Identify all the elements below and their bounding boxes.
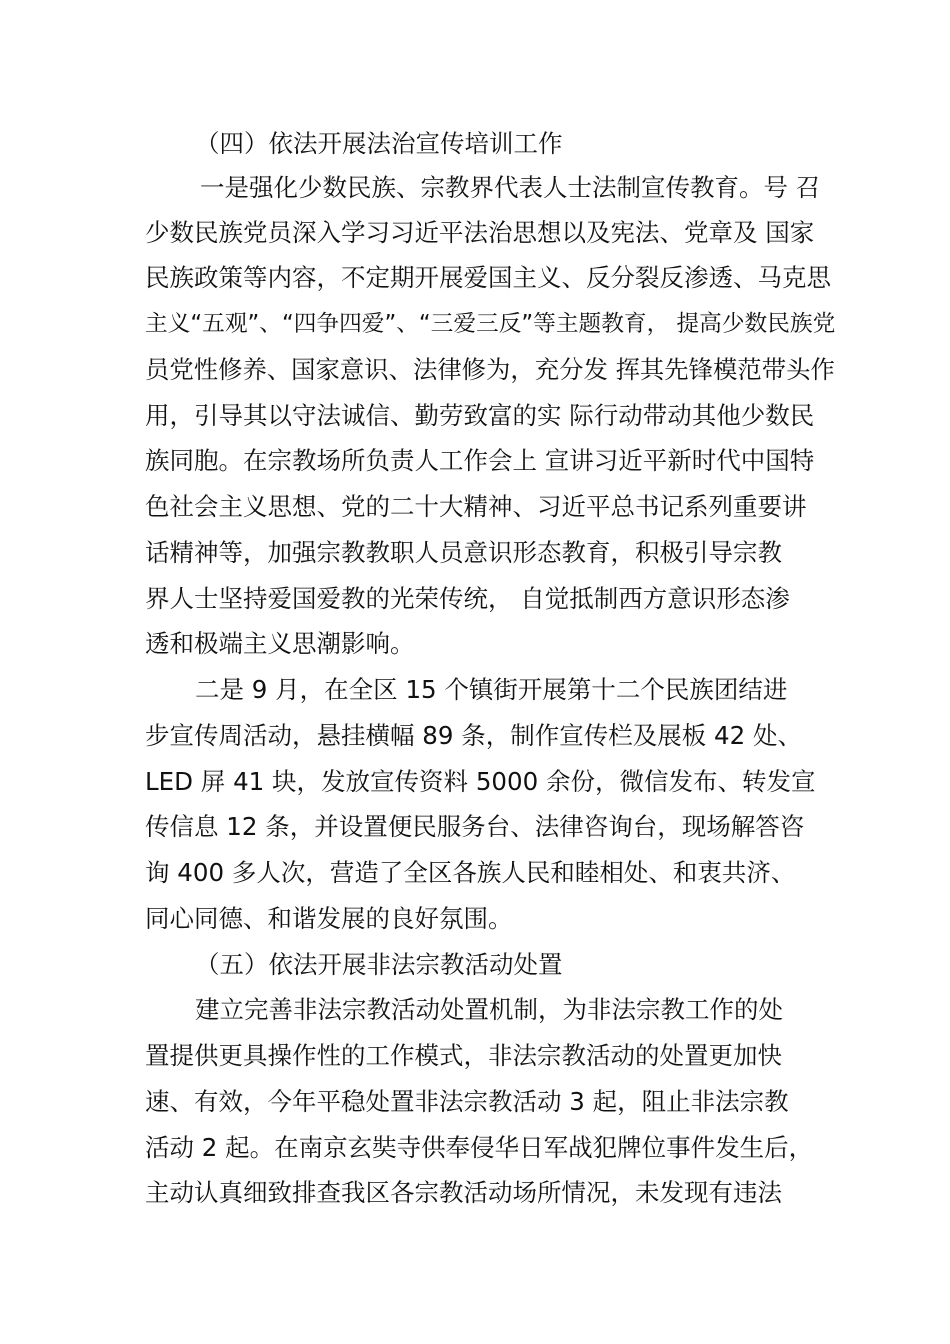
paragraph-line: 色社会主义思想、党的二十大精神、习近平总书记系列重要讲 <box>145 492 807 521</box>
paragraph-line: 置提供更具操作性的工作模式，非法宗教活动的处置更加快 <box>145 1041 782 1070</box>
paragraph-line: 建立完善非法宗教活动处置机制，为非法宗教工作的处 <box>195 995 783 1024</box>
paragraph-line: 透和极端主义思潮影响。 <box>145 629 415 658</box>
paragraph-line: 询 400 多人次，营造了全区各族人民和睦相处、和衷共济、 <box>145 858 796 887</box>
paragraph-line: 步宣传周活动，悬挂横幅 89 条，制作宣传栏及展板 42 处、 <box>145 721 802 750</box>
paragraph-line: 同心同德、和谐发展的良好氛围。 <box>145 904 513 933</box>
paragraph-line: 话精神等，加强宗教教职人员意识形态教育，积极引导宗教 <box>145 538 782 567</box>
paragraph-line: 主动认真细致排查我区各宗教活动场所情况，未发现有违法 <box>145 1178 782 1207</box>
section-heading-4: （四）依法开展法治宣传培训工作 <box>195 129 563 158</box>
paragraph-line: 界人士坚持爱国爱教的光荣传统， 自觉抵制西方意识形态渗 <box>145 584 790 613</box>
paragraph-line: 民族政策等内容，不定期开展爱国主义、反分裂反渗透、马克思 <box>145 263 831 292</box>
paragraph-line: 速、有效，今年平稳处置非法宗教活动 3 起，阻止非法宗教 <box>145 1087 789 1116</box>
paragraph-line: 少数民族党员深入学习习近平法治思想以及宪法、党章及 国家 <box>145 218 815 247</box>
paragraph-line: 一是强化少数民族、宗教界代表人士法制宣传教育。号 召 <box>200 173 821 202</box>
paragraph-line: 员党性修养、国家意识、法律修为，充分发 挥其先锋模范带头作 <box>145 355 835 384</box>
paragraph-line: 二是 9 月，在全区 15 个镇街开展第十二个民族团结进 <box>195 675 788 704</box>
paragraph-line: 用，引导其以守法诚信、勤劳致富的实 际行动带动其他少数民 <box>145 401 815 430</box>
paragraph-line: 传信息 12 条，并设置便民服务台、法律咨询台，现场解答咨 <box>145 812 805 841</box>
paragraph-line: 活动 2 起。在南京玄奘寺供奉侵华日军战犯牌位事件发生后， <box>145 1133 814 1162</box>
paragraph-line: 主义“五观”、“四争四爱”、“三爱三反”等主题教育， 提高少数民族党 <box>145 311 836 337</box>
section-heading-5: （五）依法开展非法宗教活动处置 <box>195 950 563 979</box>
paragraph-line: LED 屏 41 块，发放宣传资料 5000 余份，微信发布、转发宣 <box>145 767 816 796</box>
paragraph-line: 族同胞。在宗教场所负责人工作会上 宣讲习近平新时代中国特 <box>145 446 815 475</box>
